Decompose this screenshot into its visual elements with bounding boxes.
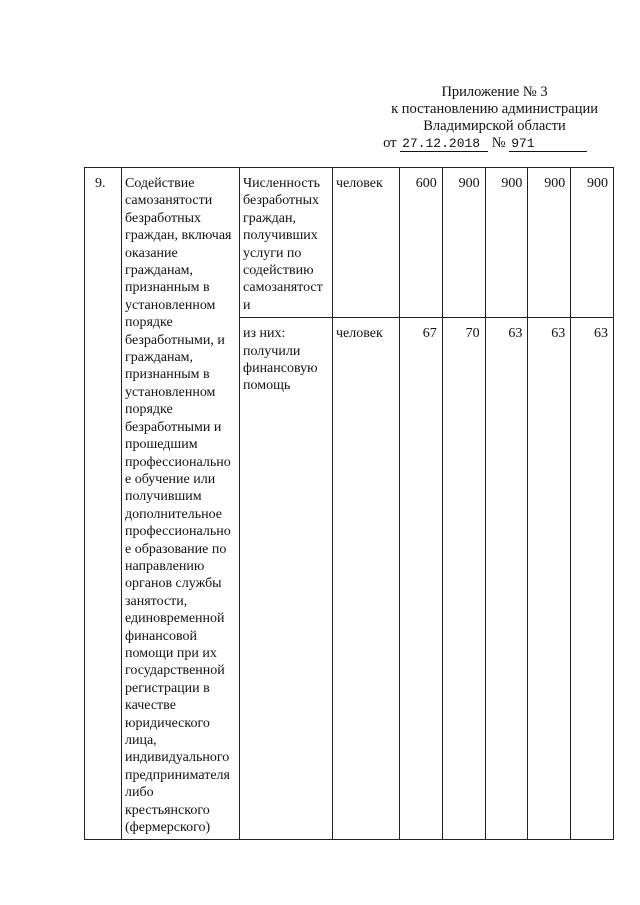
decree-date-line xyxy=(383,135,598,152)
value-cell: 63 xyxy=(485,318,528,840)
date-prefix: от xyxy=(383,135,397,151)
indicator-cell: из них: получили финансовую помощь xyxy=(240,318,333,840)
document-header xyxy=(383,84,598,152)
value-cell: 63 xyxy=(528,318,571,840)
table-row xyxy=(85,168,614,318)
value-cell: 900 xyxy=(571,168,614,318)
appendix-region: Владимирской области xyxy=(423,118,566,134)
value-cell: 70 xyxy=(442,318,485,840)
appendix-title: Приложение № 3 xyxy=(441,84,548,100)
value-cell: 63 xyxy=(571,318,614,840)
value-cell: 900 xyxy=(442,168,485,318)
appendix-subtitle: к постановлению администрации xyxy=(391,101,598,117)
value-cell: 900 xyxy=(485,168,528,318)
unit-cell: человек xyxy=(333,318,400,840)
number-prefix: № xyxy=(491,135,506,151)
item-number: 9. xyxy=(85,168,122,840)
decree-date: 27.12.2018 xyxy=(400,137,488,152)
decree-number: 971 xyxy=(509,137,587,152)
indicator-cell: Численность безработных граждан, получивших услуги по содействию самозанятост и xyxy=(240,168,333,318)
unit-cell: человек xyxy=(333,168,400,318)
item-description: Содействие самозанятости безработных граждан, включая оказание гражданам, признанным в установленном порядке безработными, и гражданам, признанным в установленном порядке безработными и прошедшим профессионально е обучение или получившим дополнительное профессионально е образование по направлению органов службы занятости, единовременной финансовой помощи при их государственной регистрации в качестве юридического лица, индивидуального предпринимателя либо крестьянского (фермерского) xyxy=(122,168,240,840)
indicators-table xyxy=(84,167,614,840)
value-cell: 600 xyxy=(400,168,443,318)
value-cell: 67 xyxy=(400,318,443,840)
value-cell: 900 xyxy=(528,168,571,318)
